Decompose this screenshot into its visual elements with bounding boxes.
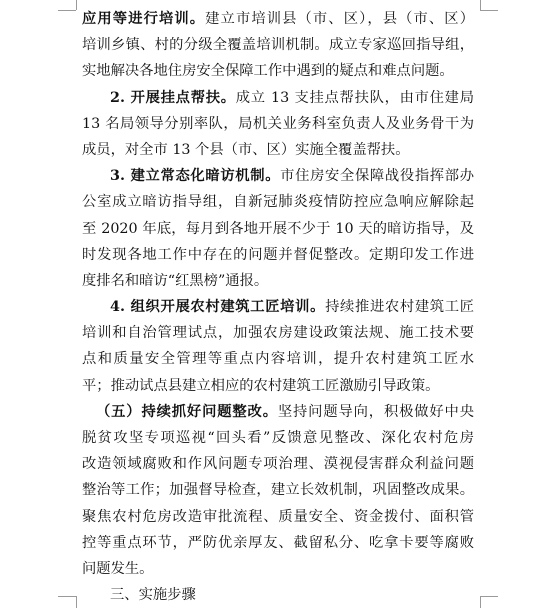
text-line [82, 582, 474, 608]
margin-marker-top-right [480, 10, 498, 11]
text-run: 持续推进农村建筑工匠 [325, 299, 474, 316]
text-run: 脱贫攻坚专项巡视“回头看”反馈意见整改、深化农村危房 [82, 430, 474, 446]
text-run: 培训乡镇、村的分级全覆盖培训机制。成立专家巡回指导组， [82, 37, 474, 54]
text-run: 实地解决各地住房安全保障工作中遇到的疑点和难点问题。 [82, 63, 454, 80]
margin-marker-top-right-vertical [480, 0, 481, 10]
text-run: 成立 13 支挂点帮扶队，由市住建局 [235, 89, 474, 106]
text-line [82, 451, 474, 477]
text-line [82, 268, 474, 294]
text-line [82, 32, 474, 58]
text-line [82, 504, 474, 530]
text-line [82, 320, 474, 346]
text-line [82, 425, 474, 451]
text-line [82, 111, 474, 137]
text-line [82, 530, 474, 556]
text-run: 市住房安全保障战役指挥部办 [280, 168, 474, 185]
bold-run: 2. 开展挂点帮扶。 [110, 89, 236, 106]
bold-run: 3. 建立常态化暗访机制。 [110, 168, 281, 185]
text-line [82, 477, 474, 503]
margin-marker-top-left [58, 10, 76, 11]
document-body[interactable] [82, 6, 474, 608]
text-run: 13 名局领导分别率队，局机关业务科室负责人及业务骨干为 [82, 115, 474, 132]
text-run: 建立市培训县（市、区），县（市、区） [205, 11, 474, 27]
margin-marker-bottom-right [480, 596, 498, 597]
paragraph-unannounced-visits [82, 163, 474, 294]
margin-marker-bottom-left [58, 596, 76, 597]
text-line [82, 556, 474, 582]
section-heading-implementation-steps [82, 582, 474, 608]
bold-run: 应用等进行培训。 [82, 11, 206, 27]
text-run: 平；推动试点县建立相应的农村建筑工匠激励引导政策。 [82, 377, 440, 394]
text-line [82, 242, 474, 268]
text-line [82, 189, 474, 215]
text-line [82, 346, 474, 372]
text-run: 公室成立暗访指导组，自新冠肺炎疫情防控应急响应解除起 [82, 194, 474, 211]
margin-marker-bottom-right-vertical [480, 596, 481, 608]
paragraph-point-assistance [82, 85, 474, 164]
text-line [82, 399, 474, 425]
margin-marker-bottom-left-vertical [76, 596, 77, 608]
text-run: 问题发生。 [82, 560, 154, 577]
text-run: 坚持问题导向，积极做好中央 [277, 403, 474, 420]
text-run: 整治等工作；加强督导检查，建立长效机制，巩固整改成果。 [82, 482, 474, 499]
bold-run: 4. 组织开展农村建筑工匠培训。 [110, 299, 326, 316]
text-line [82, 85, 474, 111]
text-run: 点和质量安全管理等重点内容培训，提升农村建筑工匠水 [82, 351, 474, 368]
text-run: 时发现各地工作中存在的问题并督促整改。定期印发工作进 [82, 246, 474, 263]
paragraph-craftsman-training [82, 294, 474, 399]
text-run: 培训和自治管理试点，加强农房建设政策法规、施工技术要 [82, 325, 474, 342]
heading-text: 三、实施步骤 [110, 587, 196, 604]
text-run: 至 2020 年底，每月到各地开展不少于 10 天的暗访指导，及 [82, 220, 474, 237]
text-line [82, 137, 474, 163]
text-run: 控等重点环节，严防优亲厚友、截留私分、吃拿卡要等腐败 [82, 534, 474, 551]
margin-marker-top-left-vertical [76, 0, 77, 10]
text-run: 成员，对全市 13 个县（市、区）实施全覆盖帮扶。 [82, 141, 410, 158]
text-line [82, 58, 474, 84]
text-line [82, 216, 474, 242]
text-line [82, 373, 474, 399]
paragraph-problem-rectification [82, 399, 474, 582]
text-run: 度排名和暗访“红黑榜”通报。 [82, 272, 269, 289]
text-run: 改造领域腐败和作风问题专项治理、漠视侵害群众利益问题 [82, 456, 474, 473]
paragraph-training [82, 6, 474, 85]
text-line [82, 6, 474, 32]
text-line [82, 163, 474, 189]
bold-run: （五）持续抓好问题整改。 [96, 403, 278, 420]
text-run: 聚焦农村危房改造审批流程、质量安全、资金拨付、面积管 [82, 508, 474, 525]
text-line [82, 294, 474, 320]
